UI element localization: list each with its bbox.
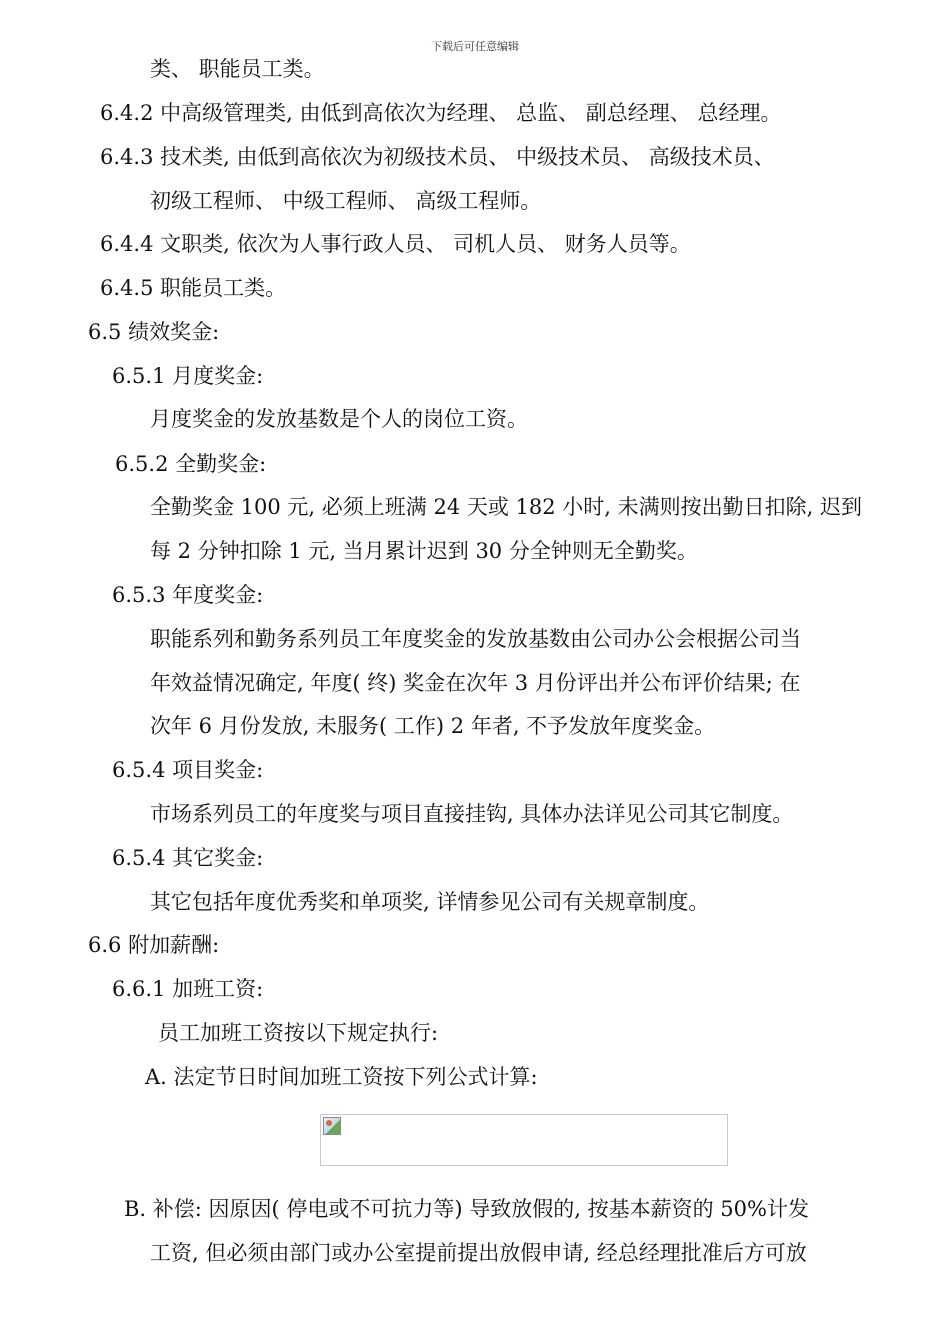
- text-line: 其它包括年度优秀奖和单项奖, 详情参见公司有关规章制度。: [150, 890, 710, 914]
- list-item: A. 法定节日时间加班工资按下列公式计算:: [145, 1065, 538, 1089]
- text-line: 工资, 但必须由部门或办公室提前提出放假申请, 经总经理批准后方可放: [150, 1241, 807, 1265]
- text-line: 6.4.5 职能员工类。: [100, 276, 287, 300]
- subsection-heading: 6.5.3 年度奖金:: [112, 583, 264, 607]
- text-line: 6.4.3 技术类, 由低到高依次为初级技术员、 中级技术员、 高级技术员、: [100, 145, 775, 169]
- list-item: B. 补偿: 因原因( 停电或不可抗力等) 导致放假的, 按基本薪资的 50%计发: [124, 1197, 809, 1221]
- subsection-heading: 6.6.1 加班工资:: [112, 977, 264, 1001]
- text-line: 市场系列员工的年度奖与项目直接挂钩, 具体办法详见公司其它制度。: [150, 802, 794, 826]
- text-line: 员工加班工资按以下规定执行:: [158, 1021, 439, 1045]
- subsection-heading: 6.5.4 项目奖金:: [112, 758, 264, 782]
- text-line: 月度奖金的发放基数是个人的岗位工资。: [150, 407, 528, 431]
- subsection-heading: 6.5.2 全勤奖金:: [115, 452, 267, 476]
- text-line: 初级工程师、 中级工程师、 高级工程师。: [150, 189, 542, 213]
- text-line: 职能系列和勤务系列员工年度奖金的发放基数由公司办公会根据公司当: [150, 627, 801, 651]
- formula-image: [320, 1114, 728, 1166]
- text-line: 次年 6 月份发放, 未服务( 工作) 2 年者, 不予发放年度奖金。: [150, 714, 716, 738]
- subsection-heading: 6.5.4 其它奖金:: [112, 846, 264, 870]
- section-heading: 6.6 附加薪酬:: [88, 933, 220, 957]
- section-heading: 6.5 绩效奖金:: [88, 320, 220, 344]
- text-line: 年效益情况确定, 年度( 终) 奖金在次年 3 月份评出并公布评价结果; 在: [150, 671, 801, 695]
- text-line: 6.4.4 文职类, 依次为人事行政人员、 司机人员、 财务人员等。: [100, 232, 691, 256]
- text-line: 每 2 分钟扣除 1 元, 当月累计迟到 30 分全钟则无全勤奖。: [150, 539, 698, 563]
- broken-image-icon: [323, 1117, 341, 1135]
- text-line: 6.4.2 中高级管理类, 由低到高依次为经理、 总监、 副总经理、 总经理。: [100, 101, 782, 125]
- text-line: 类、 职能员工类。: [150, 57, 325, 81]
- subsection-heading: 6.5.1 月度奖金:: [112, 364, 264, 388]
- text-line: 全勤奖金 100 元, 必须上班满 24 天或 182 小时, 未满则按出勤日扣除, 迟到: [150, 495, 862, 519]
- page-header: 下载后可任意编辑: [431, 40, 519, 53]
